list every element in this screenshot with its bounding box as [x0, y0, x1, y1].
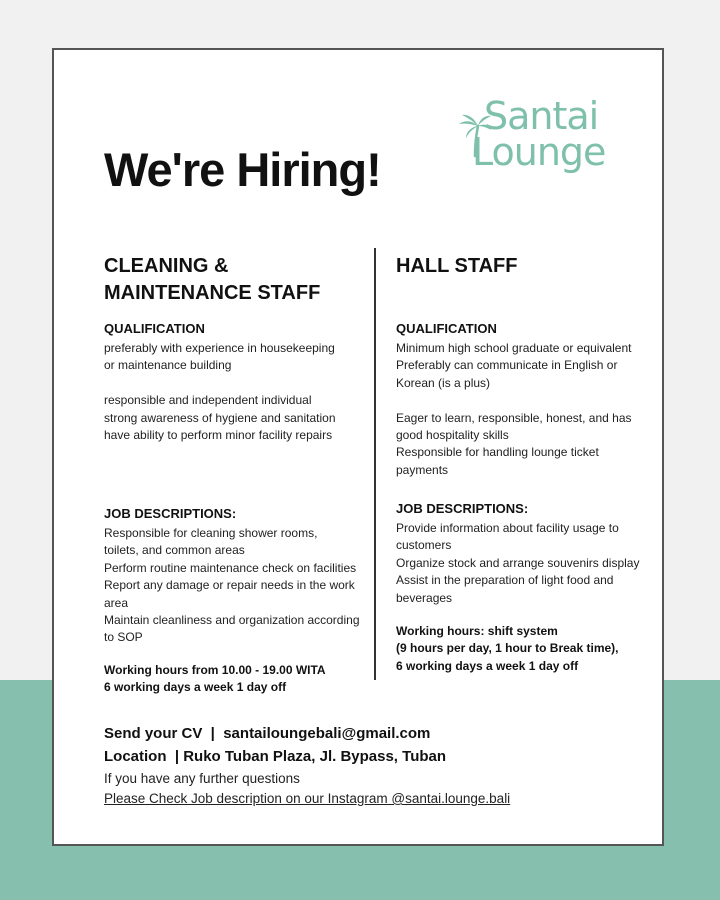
qualification-line [396, 392, 632, 409]
qualification-list [104, 340, 336, 444]
instagram-link[interactable]: Please Check Job description on our Instagram @santai.lounge.bali [104, 791, 511, 806]
qualification-line: Preferably can communicate in English or [396, 358, 618, 373]
job-line: beverages [396, 590, 453, 605]
column-divider [374, 248, 376, 680]
working-hours-line: Working hours: shift system [396, 624, 558, 638]
headline: We're Hiring! [104, 143, 381, 196]
qualification-line: good hospitality skills [396, 428, 509, 443]
job-line: Assist in the preparation of light food and [396, 573, 614, 588]
location-line: Location | Ruko Tuban Plaza, Jl. Bypass, Tuban [104, 748, 447, 765]
working-days-line: 6 working days a week 1 day off [396, 658, 579, 673]
role-title-line1: CLEANING & [104, 255, 229, 277]
job-descriptions-heading: JOB DESCRIPTIONS: [104, 506, 237, 521]
logo-text-lounge: Lounge [472, 130, 606, 174]
santai-lounge-logo [458, 94, 628, 184]
job-line: Organize stock and arrange souvenirs display [396, 555, 640, 570]
working-hours-line: Working hours from 10.00 - 19.00 WITA [104, 663, 326, 677]
qualification-line: Korean (is a plus) [396, 375, 491, 390]
job-descriptions-list [396, 520, 639, 607]
job-descriptions-heading: JOB DESCRIPTIONS: [396, 501, 529, 516]
job-line: customers [396, 538, 452, 553]
qualification-heading: QUALIFICATION [104, 321, 205, 336]
job-descriptions-list [104, 525, 360, 647]
job-line: toilets, and common areas [104, 543, 245, 558]
job-line: Perform routine maintenance check on facilities [104, 560, 357, 575]
working-hours [396, 623, 619, 675]
job-line: Report any damage or repair needs in the work [104, 578, 355, 593]
qualification-line: Minimum high school graduate or equivalent [396, 341, 632, 355]
qualification-line: Eager to learn, responsible, honest, and has [396, 410, 632, 425]
qualification-heading: QUALIFICATION [396, 321, 497, 336]
qualification-line: payments [396, 462, 449, 477]
qualification-line: Responsible for handling lounge ticket [396, 445, 599, 460]
job-line: Responsible for cleaning shower rooms, [104, 526, 318, 540]
shift-detail-line: (9 hours per day, 1 hour to Break time), [396, 641, 619, 656]
qualification-line: preferably with experience in housekeeping [104, 341, 335, 355]
working-days-line: 6 working days a week 1 day off [104, 680, 287, 695]
job-line: area [104, 595, 129, 610]
job-line: Provide information about facility usage to [396, 521, 619, 535]
qualification-line: have ability to perform minor facility repairs [104, 428, 333, 443]
questions-line: If you have any further questions [104, 771, 300, 786]
qualification-line [104, 375, 336, 392]
send-cv-line: Send your CV | santailoungebali@gmail.com [104, 725, 431, 742]
role-title-line2: MAINTENANCE STAFF [104, 282, 321, 304]
logo-text-santai: Santai [484, 94, 599, 138]
job-poster-card [52, 48, 664, 846]
working-hours [104, 662, 326, 697]
qualification-line: strong awareness of hygiene and sanitation [104, 410, 336, 425]
job-line: Maintain cleanliness and organization according [104, 613, 360, 628]
job-line: to SOP [104, 630, 143, 645]
contact-footer [104, 722, 624, 809]
qualification-list [396, 340, 632, 479]
qualification-line: or maintenance building [104, 358, 232, 373]
role-title: HALL STAFF [396, 255, 518, 277]
qualification-line: responsible and independent individual [104, 393, 312, 408]
